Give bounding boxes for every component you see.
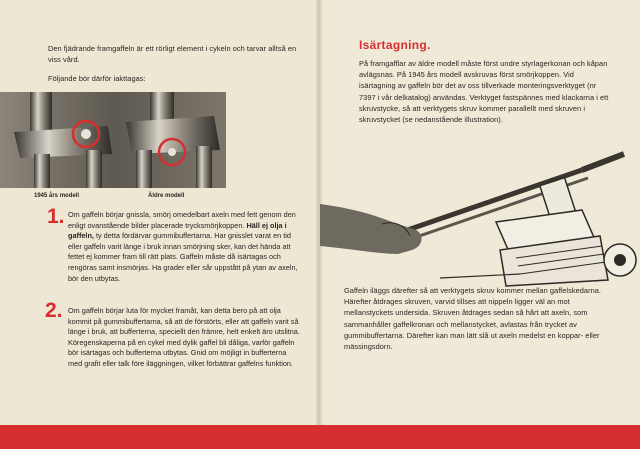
intro-instruction: Följande bör därför iakttagas:: [48, 74, 146, 84]
intro-paragraph: Den fjädrande framgaffeln är ett rörligt element i cykeln och tarvar alltså en viss vård.: [48, 44, 297, 65]
disassembly-paragraph-2: Gaffeln iläggs därefter så att verktygets skruv kommer mellan gaffelskedarna. Härefter åtdrages skruven, varvid tillses att nippeln ligger väl an mot mellanstyckets undersida. Skruven åtdrages sedan så hårt att axeln, som sammanhåller gaffelkronan och mellanstycket, avlastas från trycket av gummibuffertarna. Därefter kan man lätt slå ut axeln medelst en koppar- eller mässingsdorn.: [344, 286, 602, 352]
item-1-text-b: ty detta fördärvar gummibuffertarna. Har gnisslet varat en tid eller gaffeln varit länge i bruk innan smörjning sker, kan det hända att fettet ej kommer fram till rätt plats. Gaffeln måste då isärtagas och rengöras samt insmörjas. Ha grader eller sår uppstått på ytan av axeln, bör den utbytas.: [68, 231, 298, 283]
section-heading: Isärtagning.: [359, 38, 431, 52]
caption-old-model: Äldre modell: [148, 193, 185, 199]
fork-photo-illustration: [0, 92, 226, 188]
item-1-text: [68, 210, 300, 284]
vise-tool-illustration: [320, 150, 640, 290]
disassembly-paragraph-1: På framgafflar av äldre modell måste först undre styrlagerkonan och kåpan avlägsnas. På 1945 års modell avskruvas först smörjkoppen. Vid isärtagning av gaffeln bör det av oss tillverkade monteringsverktyget (nr 7397 i vår delkatalog) användas. Verktyget fastspännes med klackarna i ett skruvstycke, så att verktygets skruv kommer parallellt med skruven i skruvstycket (se nedanstående illustration).: [359, 59, 609, 125]
fork-photo: [0, 92, 226, 188]
item-1-warning: Häll ej olja i gaffeln,: [68, 220, 287, 241]
bottom-red-band: [0, 425, 640, 449]
item-1-text-a: Om gaffeln börjar gnissla, smörj omedelbart axeln med fett genom den enligt ovanstående bilder placerade trycksmörjkoppen.: [68, 210, 296, 230]
vise-drawing: [320, 150, 640, 290]
caption-new-model: 1945 års modell: [34, 193, 80, 199]
intro-text: [48, 43, 298, 93]
item-number-1: 1.: [47, 205, 65, 228]
item-2-text: Om gaffeln börjar luta för mycket framåt, kan detta bero på att olja kommit på gummibuffertarna, så att de förstörts, eller att gaffeln varit så länge i bruk, att bufferterna, speciellt den främre, helt enkelt äro utslitna. Köregenskaperna på en cykel med dylik gaffel bli dåliga, varför gaffeln bör isärtagas och bufferterna utbytas. Gnid om möjligt in bufferterna med grafit eller talk före iläggningen, vilket förbättrar gaffelns funktion.: [68, 306, 300, 368]
item-number-2: 2.: [45, 299, 63, 322]
